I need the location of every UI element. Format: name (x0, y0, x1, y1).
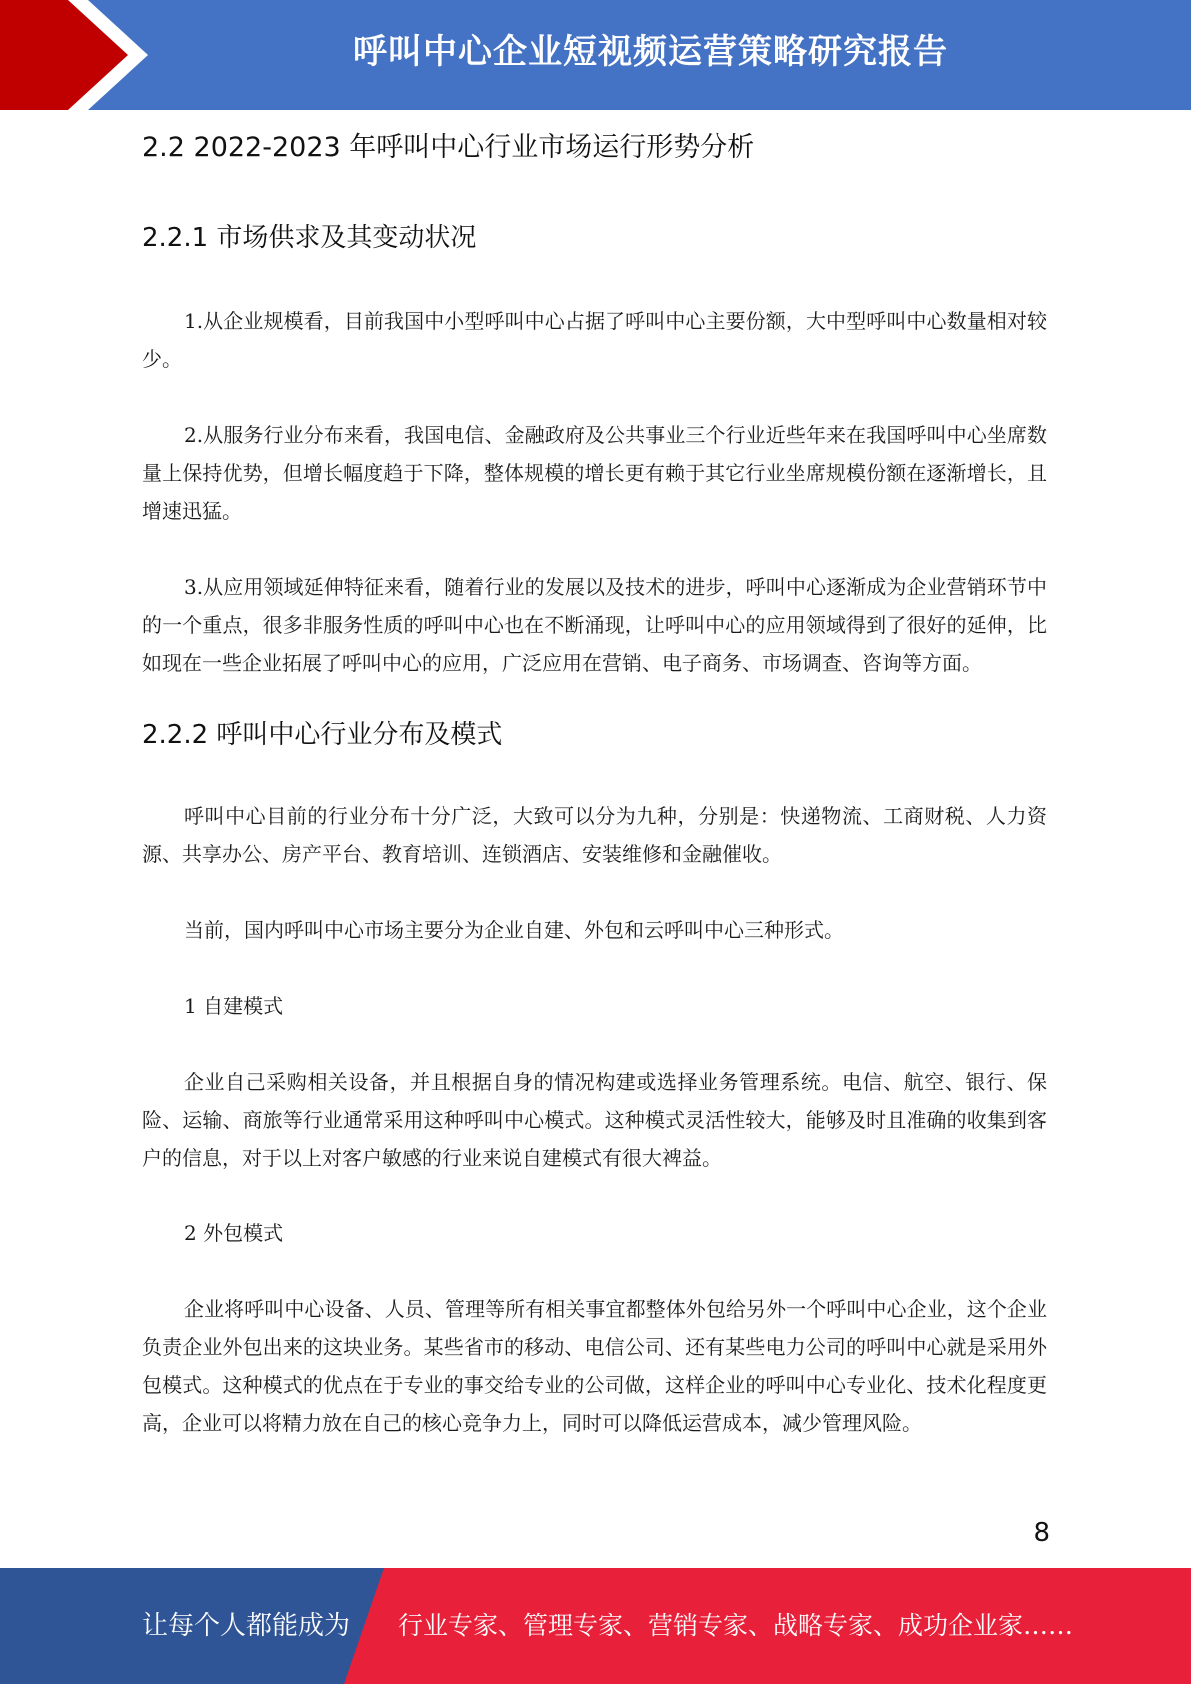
page-header (0, 0, 1191, 110)
report-title: 呼叫中心企业短视频运营策略研究报告 (353, 32, 948, 72)
paragraph-self-built-mode: 企业自己采购相关设备，并且根据自身的情况构建或选择业务管理系统。电信、航空、银行、保险、运输、商旅等行业通常采用这种呼叫中心模式。这种模式灵活性较大，能够及时且准确的收集到客户的信息，对于以上对客户敏感的行业来说自建模式有很大裨益。 (142, 1070, 1047, 1170)
section-heading-2-2: 2.2 2022-2023 年呼叫中心行业市场运行形势分析 (142, 132, 755, 163)
paragraph-application-field: 3.从应用领域延伸特征来看，随着行业的发展以及技术的进步，呼叫中心逐渐成为企业营销环节中的一个重点，很多非服务性质的呼叫中心也在不断涌现，让呼叫中心的应用领域得到了很好的延伸，比如现在一些企业拓展了呼叫中心的应用，广泛应用在营销、电子商务、市场调查、咨询等方面。 (142, 575, 1047, 675)
mode-heading-self-built: 1 自建模式 (184, 994, 284, 1018)
page-number: 8 (1033, 1518, 1050, 1548)
paragraph-outsourcing-mode: 企业将呼叫中心设备、人员、管理等所有相关事宜都整体外包给另外一个呼叫中心企业，这个企业负责企业外包出来的这块业务。某些省市的移动、电信公司、还有某些电力公司的呼叫中心就是采用外包模式。这种模式的优点在于专业的事交给专业的公司做，这样企业的呼叫中心专业化、技术化程度更高，企业可以将精力放在自己的核心竞争力上，同时可以降低运营成本，减少管理风险。 (142, 1297, 1047, 1435)
paragraph-enterprise-scale: 1.从企业规模看，目前我国中小型呼叫中心占据了呼叫中心主要份额，大中型呼叫中心数量相对较少。 (142, 309, 1047, 371)
section-heading-2-2-1: 2.2.1 市场供求及其变动状况 (142, 223, 477, 253)
mode-heading-outsourcing: 2 外包模式 (184, 1221, 284, 1245)
paragraph-service-industry: 2.从服务行业分布来看，我国电信、金融政府及公共事业三个行业近些年来在我国呼叫中心坐席数量上保持优势，但增长幅度趋于下降，整体规模的增长更有赖于其它行业坐席规模份额在逐渐增长，且增速迅猛。 (142, 423, 1047, 523)
paragraph-three-forms: 当前，国内呼叫中心市场主要分为企业自建、外包和云呼叫中心三种形式。 (184, 918, 844, 942)
page-footer (0, 1568, 1191, 1684)
paragraph-industry-distribution: 呼叫中心目前的行业分布十分广泛，大致可以分为九种，分别是：快递物流、工商财税、人力资源、共享办公、房产平台、教育培训、连锁酒店、安装维修和金融催收。 (142, 804, 1047, 866)
footer-slogan: 让每个人都能成为 (142, 1611, 351, 1641)
footer-expert-list: 行业专家、管理专家、营销专家、战略专家、成功企业家…… (398, 1611, 1074, 1640)
section-heading-2-2-2: 2.2.2 呼叫中心行业分布及模式 (142, 720, 503, 750)
